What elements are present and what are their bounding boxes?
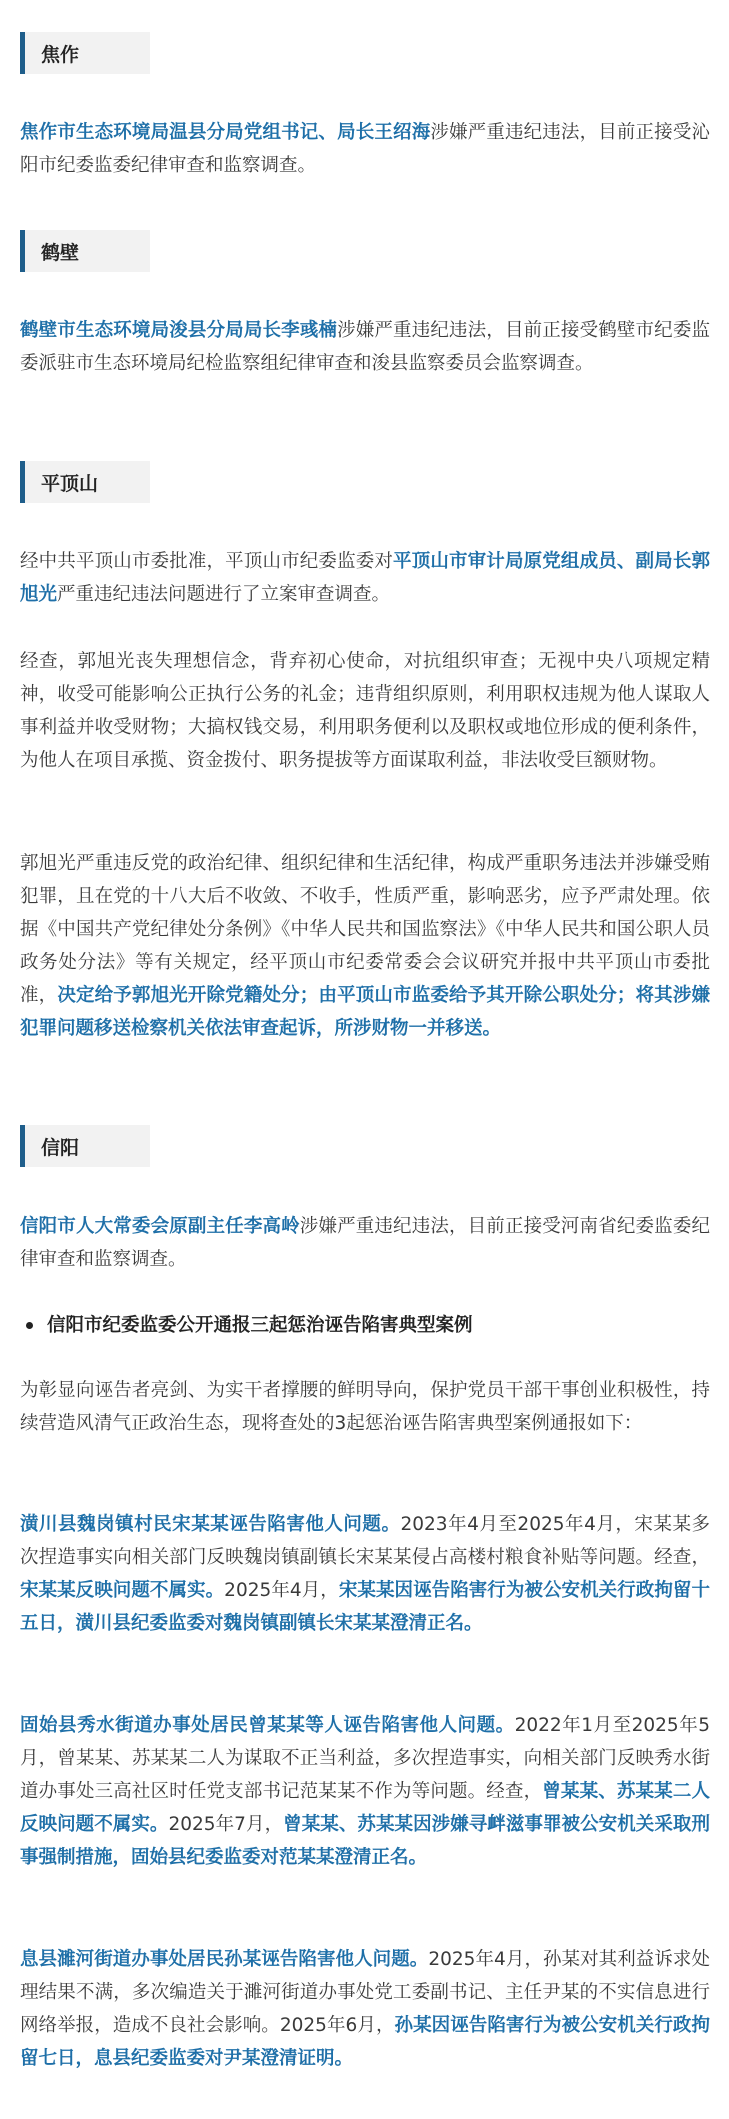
bullet-icon: [26, 1322, 33, 1329]
body-text: 2023年4月至2025年4月，宋某某多次捏造事实向相关部门反映魏岗镇副镇长宋某某侵占高楼村粮食补贴等问题。经查，: [20, 1514, 710, 1568]
highlight-text: 曾某某、苏某某二人反映问题不属实。: [20, 1781, 710, 1835]
body-text: 涉嫌严重违纪违法，目前正接受鹤壁市纪委监委派驻市生态环境局纪检监察组纪律审查和浚县监察委员会监察调查。: [20, 320, 710, 374]
paragraph-pingdingshan-3: [20, 847, 710, 1045]
paragraph-pingdingshan-2: 经查，郭旭光丧失理想信念，背弃初心使命，对抗组织审查；无视中央八项规定精神，收受可能影响公正执行公务的礼金；违背组织原则，利用职权违规为他人谋取人事利益并收受财物；大搞权钱交易，利用职务便利以及职权或地位形成的便利条件，为他人在项目承揽、资金拨付、职务提拔等方面谋取利益，非法收受巨额财物。: [20, 651, 710, 771]
body-text: 严重违纪违法问题进行了立案审查调查。: [57, 584, 391, 605]
section-header-jiaozuo: [20, 32, 150, 74]
highlight-text: 宋某某因诬告陷害行为被公安机关行政拘留十五日，潢川县纪委监委对魏岗镇副镇长宋某某澄清正名。: [20, 1580, 710, 1634]
highlight-text: 曾某某、苏某某因涉嫌寻衅滋事罪被公安机关采取刑事强制措施，固始县纪委监委对范某某澄清正名。: [20, 1814, 710, 1868]
paragraph-case-3: [20, 1943, 710, 2075]
body-text: 经中共平顶山市委批准，平顶山市纪委监委对: [20, 551, 394, 572]
section-title-xinyang: 信阳: [41, 1136, 80, 1159]
body-text: 郭旭光严重违反党的政治纪律、组织纪律和生活纪律，构成严重职务违法并涉嫌受贿犯罪，且在党的十八大后不收敛、不收手，性质严重，影响恶劣，应予严肃处理。依据《中国共产党纪律处分条例》《中华人民共和国监察法》《中华人民共和国公职人员政务处分法》等有关规定，经平顶山市纪委常委会会议研究并报中共平顶山市委批准，: [20, 853, 710, 1006]
section-header-xinyang: [20, 1125, 150, 1167]
section-title-jiaozuo: 焦作: [41, 43, 80, 66]
bullet-heading-text: 信阳市纪委监委公开通报三起惩治诬告陷害典型案例: [47, 1315, 473, 1336]
highlight-text: 鹤壁市生态环境局浚县分局局长李彧楠: [20, 320, 338, 341]
body-text: 涉嫌严重违纪违法，目前正接受河南省纪委监委纪律审查和监察调查。: [20, 1216, 710, 1270]
section-header-pingdingshan: [20, 461, 150, 503]
body-text: 2022年1月至2025年5月，曾某某、苏某某二人为谋取不正当利益，多次捏造事实，向相关部门反映秀水街道办事处三高社区时任党支部书记范某某不作为等问题。经查，: [20, 1715, 710, 1802]
section-header-hebi: [20, 230, 150, 272]
highlight-text: 孙某因诬告陷害行为被公安机关行政拘留七日，息县纪委监委对尹某澄清证明。: [20, 2015, 710, 2069]
body-text: 2025年7月，: [168, 1814, 284, 1835]
paragraph-xinyang-1: [20, 1210, 710, 1276]
paragraph-hebi-1: [20, 314, 710, 380]
highlight-text: 固始县秀水街道办事处居民曾某某等人诬告陷害他人问题。: [20, 1715, 515, 1736]
highlight-text: 焦作市生态环境局温县分局党组书记、局长王绍海: [20, 122, 431, 143]
highlight-text: 宋某某反映问题不属实。: [20, 1580, 225, 1601]
paragraph-pingdingshan-1: [20, 545, 710, 611]
bullet-heading-xinyang: [20, 1309, 710, 1342]
highlight-text: 信阳市人大常委会原副主任李高岭: [20, 1216, 300, 1237]
highlight-text: 决定给予郭旭光开除党籍处分；由平顶山市监委给予其开除公职处分；将其涉嫌犯罪问题移送检察机关依法审查起诉，所涉财物一并移送。: [20, 985, 710, 1039]
body-text: 涉嫌严重违纪违法，目前正接受沁阳市纪委监委纪律审查和监察调查。: [20, 122, 710, 176]
highlight-text: 潢川县魏岗镇村民宋某某诬告陷害他人问题。: [20, 1514, 401, 1535]
paragraph-case-1: [20, 1508, 710, 1640]
paragraph-xinyang-intro: 为彰显向诬告者亮剑、为实干者撑腰的鲜明导向，保护党员干部干事创业积极性，持续营造风清气正政治生态，现将查处的3起惩治诬告陷害典型案例通报如下：: [20, 1380, 710, 1434]
body-text: 2025年4月，孙某对其利益诉求处理结果不满，多次编造关于濉河街道办事处党工委副书记、主任尹某的不实信息进行网络举报，造成不良社会影响。2025年6月，: [20, 1949, 710, 2036]
body-text: 2025年4月，: [224, 1580, 339, 1601]
section-title-hebi: 鹤壁: [41, 241, 80, 264]
highlight-text: 息县濉河街道办事处居民孙某诬告陷害他人问题。: [20, 1949, 429, 1970]
section-title-pingdingshan: 平顶山: [41, 472, 99, 495]
paragraph-jiaozuo-1: [20, 116, 710, 182]
highlight-text: 平顶山市审计局原党组成员、副局长郭旭光: [20, 551, 710, 605]
paragraph-case-2: [20, 1709, 710, 1874]
